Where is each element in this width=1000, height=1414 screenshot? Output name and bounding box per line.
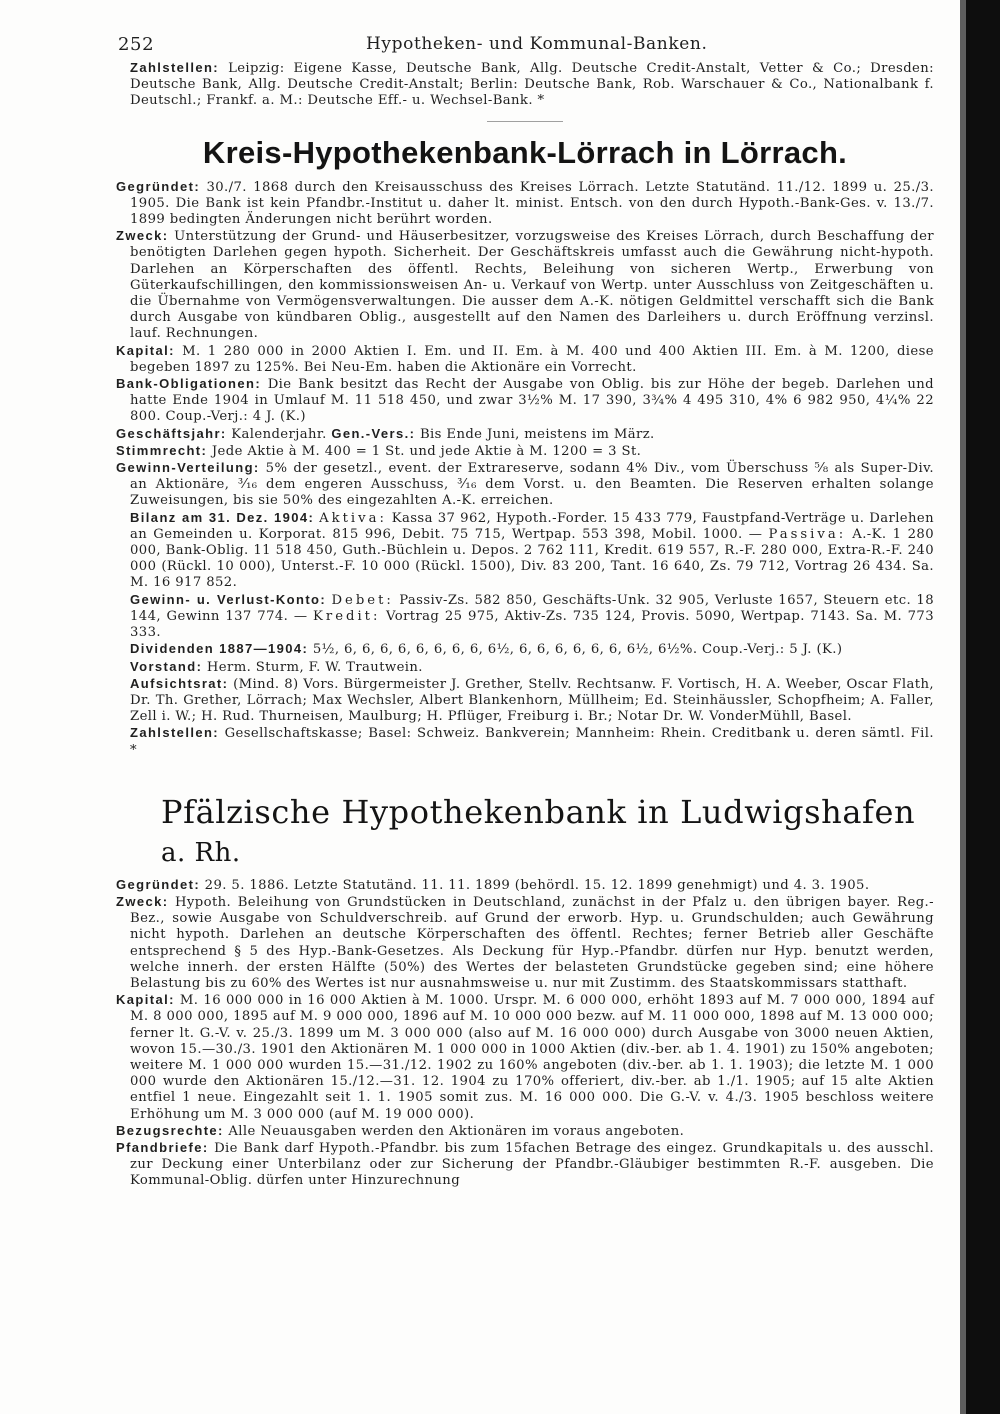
s2-zweck xyxy=(116,894,934,992)
s1-geschaeftsjahr-label: Geschäftsjahr: xyxy=(116,425,227,441)
s1-gegruendet-text: 30./7. 1868 durch den Kreisausschuss des Kreises Lörrach. Letzte Statutänd. 11./12. 1899 u. 25./3. 1905. Die Bank ist kein Pfandbr.-Institut u. daher lt. minist. Entsch. von den durch Hypoth.-Bank-Ges. v. 13./7. 1899 bedingten Änderungen nicht berührt worden. xyxy=(130,179,934,228)
s1-vorstand xyxy=(116,659,934,676)
s1-aufsichtsrat xyxy=(116,676,934,726)
s1-stimmrecht-label: Stimmrecht: xyxy=(116,442,208,458)
s1-geschaeftsjahr xyxy=(116,426,934,443)
s2-zweck-label: Zweck: xyxy=(116,893,169,909)
scan-edge-border xyxy=(966,0,1000,1414)
s1-passiva-label: Passiva: xyxy=(768,526,847,542)
s2-bezugsrechte-text: Alle Neuausgaben werden den Aktionären im voraus angeboten. xyxy=(228,1123,685,1139)
intro-zahlstellen-text: Leipzig: Eigene Kasse, Deutsche Bank, Allg. Deutsche Credit-Anstalt, Vetter & Co.; Dresden: Deutsche Bank, Allg. Deutsche Credit-Anstalt; Berlin: Deutsche Bank, Rob. Warschauer & Co., Nationalbank f. Deutschl.; Frankf. a. M.: Deutsche Eff.- u. Wechsel-Bank. * xyxy=(130,61,934,109)
s1-debet-label: Debet: xyxy=(331,592,394,608)
page-number: 252 xyxy=(118,34,155,55)
s1-gewinn-text: 5% der gesetzl., event. der Extrareserve, sodann 4% Div., vom Überschuss ⁵⁄₈ als Super-Div. an Aktionäre, ³⁄₁₆ dem engeren Ausschuss, ³⁄₁₆ dem Vorst. u. den Beamten. Die Reserven erhalten solange Zuweisungen, bis sie 50% des eingezahlten A.-K. erreichen. xyxy=(130,461,934,509)
s1-zweck-text: Unterstützung der Grund- und Häuserbesitzer, vorzugsweise des Kreises Lörrach, durch Beschaffung der benötigten Darlehen gegen hypoth. Sicherheit. Der Geschäftskreis umfasst auch die Gewährung nicht-hypoth. Darlehen an Körperschaften des öffentl. Rechts, Beleihung von sicheren Wertp., Erwerbung von Güterkaufschillingen, den kommissionsweisen An- u. Verkauf von Wertp. unter Ausschluss von Zeitgeschäften u. die Übernahme von Vermögensverwaltungen. Die ausser dem A.-K. nötigen Geldmittel verschafft sich die Bank durch Ausgabe von kündbaren Oblig., ausgestellt auf den Namen des Darleihers u. durch Eröffnung verzinsl. lauf. Rechnungen. xyxy=(130,229,934,342)
s1-bilanz: Bilanz am 31. Dez. 1904: Aktiva: Kassa 37 962, Hypoth.-Forder. 15 433 779, Faustpfand-Verträge u. Darlehen an Gemeinden u. Korporat. 815 996, Debit. 75 715, Wertpap. 553 398, Mobil. 1000. — Passiva: A.-K. 1 280 000, Bank-Oblig. 11 518 450, Guth.-Büchlein u. Depos. 2 762 111, Kredit. 619 557, R.-F. 280 000, Extra-R.-F. 240 000 (Rückl. 10 000), Unterst.-F. 10 000 (Rückl. 1500), Div. 83 200, Tant. 16 640, Zs. 79 712, Vortrag 26 434. Sa. M. 16 917 852. xyxy=(130,509,935,591)
page-content xyxy=(116,34,934,1190)
s1-bank-obligationen xyxy=(116,376,934,426)
s2-bezugsrechte-label: Bezugsrechte: xyxy=(116,1122,224,1138)
s1-gewinn-verteilung xyxy=(116,460,934,510)
s1-dividenden-text: 5½, 6, 6, 6, 6, 6, 6, 6, 6, 6½, 6, 6, 6, 6, 6, 6, 6½, 6½%. Coup.-Verj.: 5 J. (K.) xyxy=(312,642,843,658)
s1-genvers-label: Gen.-Vers.: xyxy=(331,425,416,441)
s1-gewinn-label: Gewinn-Verteilung: xyxy=(116,460,260,476)
s1-zahlstellen-label: Zahlstellen: xyxy=(130,725,220,741)
s1-guv-kredit-text: Vortrag 25 975, Aktiv-Zs. 735 124, Provis. 5090, Wertpap. 7143. Sa. M. 773 333. xyxy=(130,608,935,641)
s2-pfandbriefe xyxy=(116,1140,934,1190)
s1-zahlstellen-text: Gesellschaftskasse; Basel: Schweiz. Bankverein; Mannheim: Rhein. Creditbank u. deren sämtl. Fil. * xyxy=(130,726,934,758)
section1-title: Kreis-Hypothekenbank-Lörrach in Lörrach. xyxy=(202,134,848,170)
s1-guv-label: Gewinn- u. Verlust-Konto: xyxy=(130,591,327,607)
running-head xyxy=(116,34,934,60)
s1-kapital-label: Kapital: xyxy=(116,342,175,358)
s1-zweck-label: Zweck: xyxy=(116,228,169,244)
s2-gegruendet-label: Gegründet: xyxy=(116,876,201,892)
s1-stimmrecht-text: Jede Aktie à M. 400 = 1 St. und jede Aktie à M. 1200 = 3 St. xyxy=(211,443,642,459)
s1-gewinn-verlust-konto: Gewinn- u. Verlust-Konto: Debet: Passiv-Zs. 582 850, Geschäfts-Unk. 32 905, Verluste 1657, Steuern etc. 18 144, Gewinn 137 774. — Kredit: Vortrag 25 975, Aktiv-Zs. 735 124, Provis. 5090, Wertpap. 7143. Sa. M. 773 333. xyxy=(130,591,935,641)
s1-genvers-text: Bis Ende Juni, meistens im März. xyxy=(419,426,655,442)
s2-kapital-text: M. 16 000 000 in 16 000 Aktien à M. 1000. Urspr. M. 6 000 000, erhöht 1893 auf M. 7 000 000, 1894 auf M. 8 000 000, 1895 auf M. 9 000 000, 1896 auf M. 10 000 000 bezw. auf M. 11 000 000, 1898 auf M. 13 000 000; ferner lt. G.-V. v. 25./3. 1899 um M. 3 000 000 (also auf M. 16 000 000) durch Ausgabe von 3000 neuen Aktien, wovon 15.—30./3. 1901 den Aktionären M. 1 000 000 in 1000 Aktien (div.-ber. ab 1. 4. 1901) zu 150% angeboten; weitere M. 1 000 000 wurden 15.—31./12. 1902 zu 160% angeboten (div.-ber. ab 1. 1. 1903); die letzte M. 1 000 000 wurde den Aktionären 15./12.—31. 12. 1904 zu 170% offeriert, div.-ber. ab 1./1. 1905; auf 15 alte Aktien entfiel 1 neue. Eingezahlt seit 1. 1. 1905 somit zus. M. 16 000 000. Die G.-V. v. 4./3. 1905 beschloss weitere Erhöhung um M. 3 000 000 (auf M. 19 000 000). xyxy=(130,993,934,1122)
s2-pfandbriefe-text: Die Bank darf Hypoth.-Pfandbr. bis zum 15fachen Betrage des eingez. Grundkapitals u. des ausschl. zur Deckung einer Unterbilanz oder zur Sicherung der Pfandbr.-Gläubiger bestimmten R.-F. ausgeben. Die Kommunal-Oblig. dürfen unter Hinzurechnung xyxy=(130,1140,935,1189)
intro-zahlstellen xyxy=(116,60,934,110)
s1-aufsichtsrat-label: Aufsichtsrat: xyxy=(130,675,229,691)
s2-gegruendet-text: 29. 5. 1886. Letzte Statutänd. 11. 11. 1899 (behördl. 15. 12. 1899 genehmigt) und 4. 3. 1905. xyxy=(204,877,870,893)
section2-title-suffix: a. Rh. xyxy=(161,837,241,868)
section2-title xyxy=(116,793,934,869)
section2-title-main: Pfälzische Hypothekenbank in Ludwigshafen xyxy=(161,792,916,831)
s1-kapital-text: M. 1 280 000 in 2000 Aktien I. Em. und II. Em. à M. 400 und 400 Aktien III. Em. à M. 1200, diese begeben 1897 zu 125%. Bei Neu-Em. haben die Aktionäre ein Vorrecht. xyxy=(130,343,935,375)
s1-vorstand-text: Herm. Sturm, F. W. Trautwein. xyxy=(206,659,423,675)
s1-aktiva-label: Aktiva: xyxy=(319,510,387,526)
s1-aufsichtsrat-text: (Mind. 8) Vors. Bürgermeister J. Grether, Stellv. Rechtsanw. F. Vortisch, H. A. Weeber, Oscar Flath, Dr. Th. Grether, Lörrach; Max Wechsler, Albert Blankenhorn, Müllheim; Ed. Steinhäussler, Schopfheim; A. Faller, Zell i. W.; H. Rud. Thurneisen, Maulburg; H. Pflüger, Freiburg i. Br.; Notar Dr. W. VonderMühll, Basel. xyxy=(130,676,934,725)
s2-kapital-label: Kapital: xyxy=(116,992,175,1008)
s1-stimmrecht xyxy=(116,443,934,460)
s1-geschaeftsjahr-text: Kalenderjahr. xyxy=(231,426,327,442)
s1-bankoblig-text: Die Bank besitzt das Recht der Ausgabe von Oblig. bis zur Höhe der begeb. Darlehen und hatte Ende 1904 in Umlauf M. 11 518 450, und zwar 3½% M. 17 390, 3¾% 4 495 310, 4% 6 982 950, 4¼% 22 800. Coup.-Verj.: 4 J. (K.) xyxy=(130,377,934,425)
s1-zweck xyxy=(116,228,934,342)
s1-dividenden xyxy=(116,641,934,658)
running-title: Hypotheken- und Kommunal-Banken. xyxy=(366,34,708,54)
s2-kapital xyxy=(116,992,934,1123)
s2-zweck-text: Hypoth. Beleihung von Grundstücken in Deutschland, zunächst in der Pfalz u. den übrigen bayer. Reg.-Bez., sowie Ausgabe von Schuldverschreib. auf Grund der erworb. Hyp. u. Grundschulden; auch Gewährung nicht hypoth. Darlehen an deutsche Körperschaften des öffentl. Rechtes; ferner Betrieb aller Geschäfte entsprechend § 5 des Hyp.-Bank-Gesetzes. Als Deckung für Hyp.-Pfandbr. dürfen nur Hyp. benutzt werden, welche innerh. der ersten Hälfte (50%) des Wertes der belasteten Grundstücke gegeben sind; eine höhere Belastung bis zu 60% des Wertes ist nur ausnahmsweise u. nur mit Zustimm. des Staatskommissars statthaft. xyxy=(130,894,934,991)
s1-vorstand-label: Vorstand: xyxy=(130,658,203,674)
s2-gegruendet xyxy=(116,877,934,894)
s1-zahlstellen xyxy=(116,725,934,758)
s1-kapital xyxy=(116,343,934,376)
s1-guv-debet-text: Passiv-Zs. 582 850, Geschäfts-Unk. 32 905, Verluste 1657, Steuern etc. 18 144, Gewinn 137 774. xyxy=(130,592,935,624)
s1-kredit-label: Kredit: xyxy=(313,608,381,624)
s1-bilanz-aktiva-text: Kassa 37 962, Hypoth.-Forder. 15 433 779, Faustpfand-Verträge u. Darlehen an Gemeinden u. Korporat. 815 996, Debit. 75 715, Wertpap. 553 398, Mobil. 1000. xyxy=(130,510,935,542)
s1-gegruendet xyxy=(116,179,934,229)
s1-bankoblig-label: Bank-Obligationen: xyxy=(116,376,262,392)
s1-bilanz-passiva-text: A.-K. 1 280 000, Bank-Oblig. 11 518 450, Guth.-Büchlein u. Depos. 2 762 111, Kredit. 619 557, R.-F. 280 000, Extra-R.-F. 240 000 (Rückl. 10 000), Unterst.-F. 10 000 (Rückl. 1500), Div. 83 200, Tant. 16 640, Zs. 79 712, Vortrag 26 434. Sa. M. 16 917 852. xyxy=(130,526,934,591)
intro-zahlstellen-label: Zahlstellen: xyxy=(130,60,220,75)
s2-bezugsrechte xyxy=(116,1123,934,1140)
s1-gegruendet-label: Gegründet: xyxy=(116,178,201,194)
s2-pfandbriefe-label: Pfandbriefe: xyxy=(116,1139,209,1155)
s1-bilanz-label: Bilanz am 31. Dez. 1904: xyxy=(130,509,315,525)
section-separator xyxy=(487,121,563,122)
s1-dividenden-label: Dividenden 1887—1904: xyxy=(130,641,309,657)
